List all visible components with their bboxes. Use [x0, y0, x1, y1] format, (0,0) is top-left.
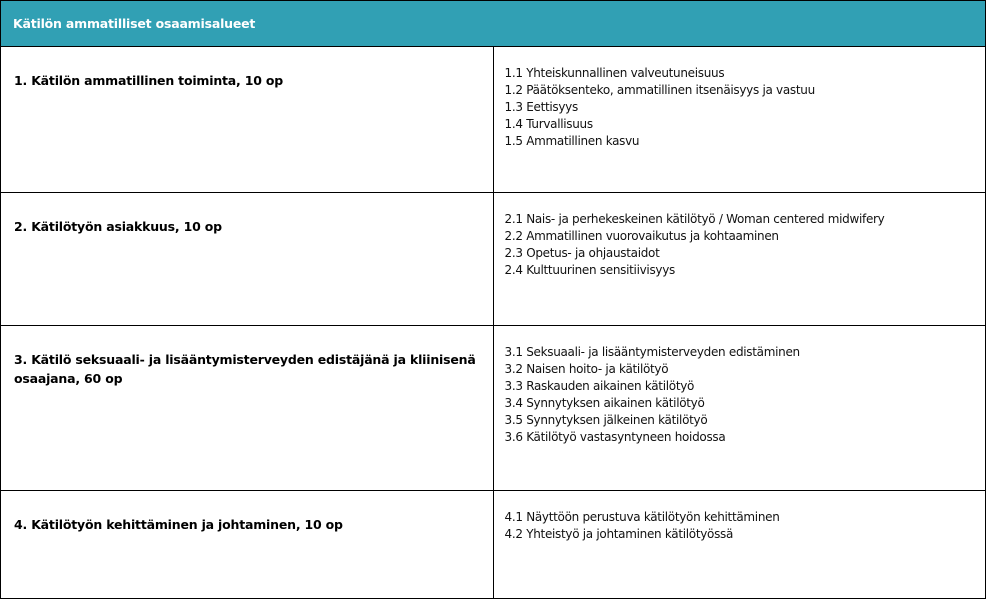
list-item: 4.2 Yhteistyö ja johtaminen kätilötyössä — [504, 527, 734, 541]
list-item: 1.1 Yhteiskunnallinen valveutuneisuus — [504, 66, 725, 80]
table-header-row — [1, 1, 986, 47]
list-item: 1.5 Ammatillinen kasvu — [504, 134, 640, 148]
list-item: 3.5 Synnytyksen jälkeinen kätilötyö — [504, 413, 708, 427]
list-item: 3.3 Raskauden aikainen kätilötyö — [504, 379, 695, 393]
list-item: 4.1 Näyttöön perustuva kätilötyön kehittäminen — [504, 510, 780, 524]
table-row — [1, 193, 986, 326]
area-cell: 3. Kätilö seksuaali- ja lisääntymisterveyden edistäjänä ja kliinisenä osaajana, 60 op — [1, 326, 494, 491]
table-row — [1, 326, 986, 491]
list-item: 3.2 Naisen hoito- ja kätilötyö — [504, 362, 669, 376]
list-item: 1.3 Eettisyys — [504, 100, 578, 114]
list-item: 3.6 Kätilötyö vastasyntyneen hoidossa — [504, 430, 726, 444]
list-item: 1.2 Päätöksenteko, ammatillinen itsenäisyys ja vastuu — [504, 83, 815, 97]
list-item: 2.3 Opetus- ja ohjaustaidot — [504, 246, 660, 260]
list-item: 2.1 Nais- ja perhekeskeinen kätilötyö / Woman centered midwifery — [504, 212, 885, 226]
area-cell: 1. Kätilön ammatillinen toiminta, 10 op — [1, 47, 494, 193]
list-item: 3.4 Synnytyksen aikainen kätilötyö — [504, 396, 705, 410]
table-title: Kätilön ammatilliset osaamisalueet — [1, 1, 986, 47]
items-cell — [493, 47, 986, 193]
list-item: 3.1 Seksuaali- ja lisääntymisterveyden edistäminen — [504, 345, 800, 359]
table-row — [1, 47, 986, 193]
area-cell: 2. Kätilötyön asiakkuus, 10 op — [1, 193, 494, 326]
list-item: 1.4 Turvallisuus — [504, 117, 593, 131]
items-cell — [493, 326, 986, 491]
items-cell — [493, 193, 986, 326]
list-item: 2.4 Kulttuurinen sensitiivisyys — [504, 263, 675, 277]
area-cell: 4. Kätilötyön kehittäminen ja johtaminen, 10 op — [1, 491, 494, 599]
list-item: 2.2 Ammatillinen vuorovaikutus ja kohtaaminen — [504, 229, 779, 243]
